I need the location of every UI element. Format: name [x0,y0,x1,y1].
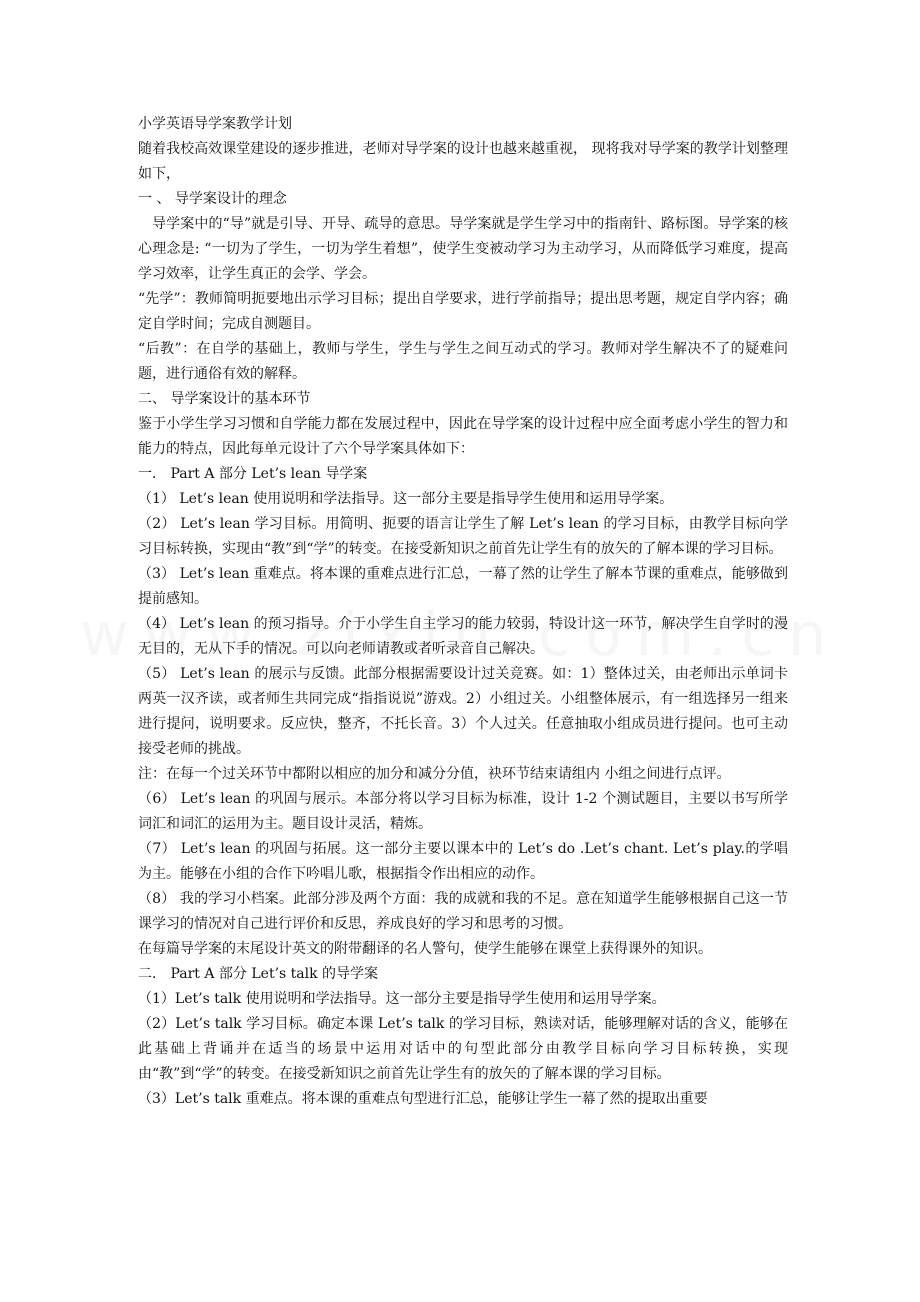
list-item: （2） Let’s lean 学习目标。用简明、扼要的语言让学生了解 Let’s lean 的学习目标，由教学目标向学习目标转换，实现由“教”到“学”的转变。在接受新知识之前首先让学生有的放矢的了解本课的学习目标。 [138,516,788,557]
document-page [138,112,788,1112]
list-item: （6） Let’s lean 的巩固与展示。本部分将以学习目标为标准，设计 1-2 个测试题目，主要以书写所学词汇和词汇的运用为主。题目设计灵活，精炼。 [138,791,788,832]
list-item: （1）Let’s talk 使用说明和学法指导。这一部分主要是指导学生使用和运用导学案。 [138,991,666,1007]
list-item: （4） Let’s lean 的预习指导。介于小学生自主学习的能力较弱，特设计这一环节，解决学生自学时的漫无目的，无从下手的情况。可以向老师请教或者听录音自己解决。 [138,616,788,657]
paragraph: “先学”：教师简明扼要地出示学习目标；提出自学要求，进行学前指导；提出思考题，规定自学内容；确定自学时间；完成自测题目。 [138,291,788,332]
subsection-heading: 二． Part A 部分 Let’s talk 的导学案 [138,966,379,982]
list-item: （3） Let’s lean 重难点。将本课的重难点进行汇总，一幕了然的让学生了解本节课的重难点，能够做到提前感知。 [138,566,788,607]
paragraph: “后教”：在自学的基础上，教师与学生，学生与学生之间互动式的学习。教师对学生解决不了的疑难问题，进行通俗有效的解释。 [138,341,788,382]
subsection-heading: 一． Part A 部分 Let’s lean 导学案 [138,466,368,482]
section-heading: 二、 导学案设计的基本环节 [138,391,311,407]
section-heading: 一 、 导学案设计的理念 [138,191,287,207]
paragraph: 导学案中的“导”就是引导、开导、疏导的意思。导学案就是学生学习中的指南针、路标图。导学案的核心理念是: “一切为了学生，一切为学生着想”，使学生变被动学习为主动学习，从而降低学习难度，提高学习效率，让学生真正的会学、学会。 [138,216,788,282]
list-item: （5） Let’s lean 的展示与反馈。此部分根据需要设计过关竞赛。如：1）整体过关，由老师出示单词卡两英一汉齐读，或者师生共同完成“指指说说”游戏。2）小组过关。小组整体展示，有一组选择另一组来进行提问，说明要求。反应快，整齐，不托长音。3）个人过关。任意抽取小组成员进行提问。也可主动接受老师的挑战。 [138,666,788,757]
note-paragraph: 注：在每一个过关环节中都附以相应的加分和减分分值，袂环节结束请组内 小组之间进行点评。 [138,766,731,782]
list-item: （2）Let’s talk 学习目标。确定本课 Let’s talk 的学习目标，熟读对话，能够理解对话的含义，能够在此基础上背诵并在适当的场景中运用对话中的句型此部分由教学目标向学习目标转换，实现由“教”到“学”的转变。在接受新知识之前首先让学生有的放矢的了解本课的学习目标。 [138,1016,788,1082]
list-item: （8） 我的学习小档案。此部分涉及两个方面：我的成就和我的不足。意在知道学生能够根据自己这一节课学习的情况对自己进行评价和反思，养成良好的学习和思考的习惯。 [138,891,788,932]
intro-paragraph: 随着我校高效课堂建设的逐步推进，老师对导学案的设计也越来越重视， 现将我对导学案的教学计划整理如下， [138,141,788,182]
list-item: （1） Let’s lean 使用说明和学法指导。这一部分主要是指导学生使用和运用导学案。 [138,491,674,507]
paragraph: 鉴于小学生学习习惯和自学能力都在发展过程中，因此在导学案的设计过程中应全面考虑小学生的智力和能力的特点，因此每单元设计了六个导学案具体如下： [138,416,788,457]
paragraph: 在每篇导学案的末尾设计英文的附带翻译的名人警句，使学生能够在课堂上获得课外的知识。 [138,941,712,957]
document-title: 小学英语导学案教学计划 [138,116,292,132]
list-item: （3）Let’s talk 重难点。将本课的重难点句型进行汇总，能够让学生一幕了然的提取出重要 [138,1091,708,1107]
list-item: （7） Let’s lean 的巩固与拓展。这一部分主要以课本中的 Let’s do .Let’s chant. Let’s play.的学唱为主。能够在小组的合作下吟唱儿歌，根据指令作出相应的动作。 [138,841,788,882]
